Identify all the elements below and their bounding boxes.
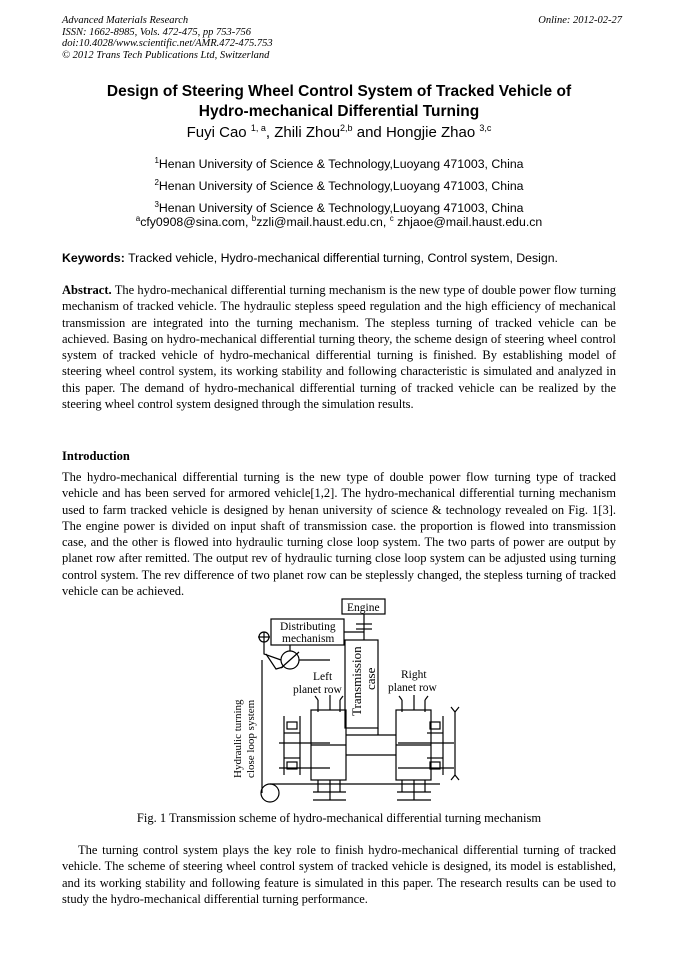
author-emails: $^a$cfy0908@sina.com, $^b$zzli@mail.haust.edu.cn, $^c$ zhjaoe@mail.haust.edu.cn (135, 214, 543, 230)
left-planet-label-1: Left (313, 671, 333, 683)
engine-label: Engine (347, 602, 380, 614)
introduction-paragraph-2: The turning control system plays the key role to finish hydro-mechanical differential turning of tracked vehicle. The scheme of steering wheel control system of tracked vehicle is designed, its model is established, and its working stability and following feature is simulated in this paper. The research results can be used to study the hydro-mechanical differential turning performance. (62, 843, 616, 906)
transmission-label: Transmission (349, 646, 364, 716)
affiliation-2: $^2$Henan University of Science & Technology,Luoyang 471003, China (154, 178, 524, 194)
hydraulic-label-1: Hydraulic turning (232, 699, 244, 778)
right-planet-label-1: Right (401, 669, 427, 681)
authors: Fuyi Cao $^{1, a}$, Zhili Zhou$^{2,b}$ and Hongjie Zhao $^{3,c}$ (186, 123, 492, 141)
introduction-paragraph-1: The hydro-mechanical differential turning is the new type of double power flow turning type of tracked vehicle and has been served for armored vehicle[1,2]. The hydro-mechanical differential turning mechanism used to farm tracked vehicle is designed by henan university of science & technology revealed on Fig. 1[3]. The engine power is divided on input shaft of transmission case. the proportion is flowed into transmission case, and the other is flowed into hydraulic turning close loop system. The two parts of power are output by planet row after remitted. The output rev of hydraulic turning close loop system can be adjusted using turning control system. The rev difference of two planet row can be steplessly changed, the stepless turning of tracked vehicle can be achieved. (62, 470, 616, 599)
author-3: Hongjie Zhao (385, 124, 476, 141)
figure-caption: Fig. 1 Transmission scheme of hydro-mechanical differential turning mechanism (136, 811, 542, 825)
distributing-label-1: Distributing (280, 621, 336, 633)
introduction-heading: Introduction (62, 449, 130, 463)
online-date: Online: 2012-02-27 (538, 15, 622, 26)
case-label: case (363, 667, 378, 690)
hydraulic-label-2: close loop system (245, 699, 257, 778)
doi: doi:10.4028/www.scientific.net/AMR.472-475.753 (62, 38, 273, 49)
author-1: Fuyi Cao (186, 124, 247, 141)
copyright: © 2012 Trans Tech Publications Ltd, Switzerland (62, 49, 270, 61)
keywords: Keywords: Tracked vehicle, Hydro-mechanical differential turning, Control system, Design. (62, 251, 558, 265)
affiliation-3: $^3$Henan University of Science & Technology,Luoyang 471003, China (154, 200, 524, 216)
affiliation-1: $^1$Henan University of Science & Technology,Luoyang 471003, China (154, 156, 524, 172)
right-planet-label-2: planet row (388, 682, 437, 694)
issn: ISSN: 1662-8985, Vols. 472-475, pp 753-756 (62, 26, 251, 38)
author-2: Zhili Zhou (274, 124, 341, 141)
distributing-label-2: mechanism (282, 633, 335, 645)
left-planet-label-2: planet row (293, 684, 342, 696)
abstract-text: The hydro-mechanical differential turning mechanism is the new type of double power flow turning mechanism of tracked vehicle. The hydraulic stepless speed regulation and the high efficiency of mechanical transmission are integrated into the turning mechanism. The stepless turning of tracked vehicle can be achieved. Basing on hydro-mechanical differential turning theory, the scheme design of steering wheel control system of tracked vehicle of hydro-mechanical differential turning is finished. By establishing model of steering wheel control system, its working stability and following characteristic is simulated and analyzed in this paper. The demand of hydro-mechanical differential turning of tracked vehicle can be realized by the steering wheel control system designed through the simulation results. (62, 283, 616, 412)
paper-title: Design of Steering Wheel Control System of Tracked Vehicle of Hydro-mechanical Differential Turning (106, 83, 572, 120)
abstract-label: Abstract. (62, 283, 112, 297)
journal-name: Advanced Materials Research (62, 15, 189, 26)
